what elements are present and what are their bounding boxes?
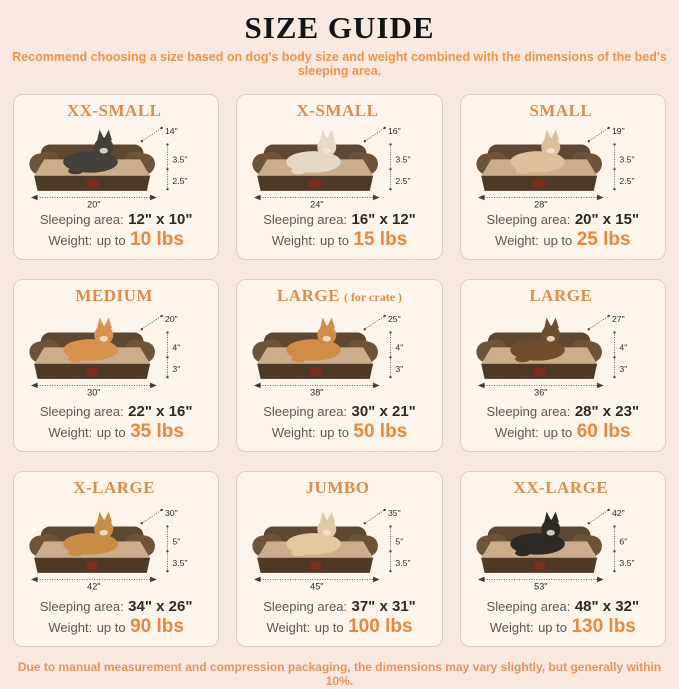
size-card-large [460, 279, 666, 452]
bed-illustration [244, 307, 434, 402]
dog-bed-image [21, 505, 211, 591]
size-title [529, 286, 596, 307]
depth-dimension-label: 25" [388, 314, 402, 325]
sleeping-area-line [40, 597, 193, 616]
size-name-suffix: ( for crate ) [343, 290, 403, 304]
depth-dimension-label: 27" [611, 314, 625, 325]
width-dimension-label: 36" [533, 387, 548, 398]
size-title [306, 478, 374, 499]
size-title [277, 286, 402, 307]
depth-dimension-label: 30" [164, 507, 178, 518]
footer-note: Due to manual measurement and compression packaging, the dimensions may vary slightly, but generally within 10%. [17, 660, 662, 688]
sleeping-area-line [487, 210, 640, 229]
bed-illustration [244, 122, 434, 210]
bolster-height-label: 5" [172, 536, 181, 547]
weight-line [272, 421, 408, 444]
bed-illustration [468, 499, 658, 597]
sleeping-area-value: 37" x 31" [351, 598, 416, 615]
width-dimension-label: 45" [310, 581, 324, 592]
sleeping-area-line [40, 402, 193, 421]
sleeping-area-value: 28" x 23" [574, 403, 640, 420]
sleeping-area-value: 34" x 26" [128, 598, 193, 615]
depth-dimension-label: 19" [611, 125, 625, 136]
bed-illustration [468, 122, 658, 210]
size-card-xx-large [460, 471, 666, 647]
bolster-height-label: 4" [619, 343, 627, 354]
cat-bed-image [21, 123, 211, 209]
dog-bed-image [21, 311, 211, 397]
size-card-xx-small [13, 94, 219, 260]
page-title: SIZE GUIDE [244, 10, 435, 45]
up-to-text: up to [96, 425, 126, 440]
depth-dimension-label: 20" [164, 314, 178, 325]
size-title [513, 478, 612, 499]
width-dimension-label: 24" [310, 199, 324, 210]
max-weight-value: 50 lbs [353, 421, 408, 442]
size-name: LARGE [529, 286, 593, 305]
sleeping-area-label: Sleeping area: [263, 404, 348, 419]
max-weight-value: 15 lbs [353, 229, 408, 250]
max-weight-value: 25 lbs [576, 229, 631, 250]
base-height-label: 3" [619, 364, 627, 375]
max-weight-value: 60 lbs [576, 421, 631, 442]
width-dimension-label: 53" [533, 581, 548, 592]
bed-image [28, 318, 157, 379]
sleeping-area-line [263, 597, 416, 616]
weight-label: Weight: [48, 233, 93, 248]
size-title [297, 101, 383, 122]
sleeping-area-line [263, 210, 416, 229]
size-name: X-LARGE [73, 478, 156, 497]
base-height-label: 3" [395, 364, 404, 375]
size-name: LARGE [276, 286, 340, 305]
size-name: JUMBO [305, 478, 370, 497]
size-name: MEDIUM [75, 286, 153, 305]
sleeping-area-label: Sleeping area: [39, 212, 124, 227]
sleeping-area-label: Sleeping area: [486, 212, 571, 227]
weight-label: Weight: [495, 233, 539, 248]
depth-dimension-label: 35" [388, 507, 402, 518]
page-subtitle: Recommend choosing a size based on dog's body size and weight combined with the dimensions of the bed's sleeping area. [12, 50, 667, 78]
bed-image [474, 318, 603, 379]
base-height-label: 3.5" [395, 558, 411, 569]
width-dimension-label: 20" [87, 199, 101, 210]
bed-illustration [244, 499, 434, 597]
bed-image [251, 130, 380, 191]
sleeping-area-label: Sleeping area: [263, 599, 348, 614]
size-grid [13, 94, 666, 647]
up-to-text: up to [538, 620, 567, 635]
sleeping-area-value: 48" x 32" [574, 598, 640, 615]
bolster-height-label: 4" [395, 343, 404, 354]
sleeping-area-value: 22" x 16" [128, 403, 193, 420]
sleeping-area-value: 12" x 10" [128, 211, 193, 228]
sleeping-area-label: Sleeping area: [486, 599, 571, 614]
bolster-height-label: 3.5" [395, 154, 411, 165]
size-card-small [460, 94, 666, 260]
max-weight-value: 100 lbs [348, 616, 413, 637]
sleeping-area-value: 30" x 21" [351, 403, 416, 420]
bolster-height-label: 5" [395, 536, 404, 547]
bed-image [474, 130, 603, 191]
sleeping-area-label: Sleeping area: [39, 404, 124, 419]
weight-line [272, 229, 408, 252]
sleeping-area-label: Sleeping area: [486, 404, 571, 419]
depth-dimension-label: 42" [611, 507, 625, 518]
size-name: SMALL [529, 101, 593, 120]
up-to-text: up to [320, 233, 349, 248]
dog-bed-image [468, 123, 658, 209]
sleeping-area-value: 20" x 15" [574, 211, 640, 228]
bed-image [474, 512, 603, 573]
size-title [529, 101, 596, 122]
bed-image [28, 130, 157, 191]
bed-illustration [21, 122, 211, 210]
max-weight-value: 90 lbs [130, 616, 184, 637]
width-dimension-label: 42" [87, 581, 101, 592]
width-dimension-label: 28" [533, 199, 548, 210]
bolster-height-label: 6" [619, 536, 627, 547]
base-height-label: 3" [172, 364, 181, 375]
sleeping-area-label: Sleeping area: [39, 599, 124, 614]
size-title [75, 286, 157, 307]
depth-dimension-label: 16" [388, 125, 402, 136]
up-to-text: up to [96, 233, 126, 248]
up-to-text: up to [543, 233, 573, 248]
sleeping-area-label: Sleeping area: [263, 212, 348, 227]
weight-label: Weight: [271, 233, 316, 248]
bed-image [251, 512, 380, 573]
weight-line [490, 616, 636, 639]
size-card-x-small [236, 94, 442, 260]
max-weight-value: 35 lbs [130, 421, 184, 442]
size-name: XX-LARGE [513, 478, 609, 497]
max-weight-value: 10 lbs [130, 229, 184, 250]
width-dimension-label: 30" [87, 387, 101, 398]
weight-label: Weight: [489, 620, 534, 635]
base-height-label: 2.5" [619, 176, 635, 187]
weight-line [495, 421, 631, 444]
weight-label: Weight: [266, 620, 311, 635]
bed-illustration [468, 307, 658, 402]
sleeping-area-value: 16" x 12" [351, 211, 416, 228]
bolster-height-label: 3.5" [619, 154, 635, 165]
up-to-text: up to [320, 425, 349, 440]
size-title [67, 101, 166, 122]
weight-label: Weight: [48, 620, 93, 635]
size-card-jumbo [236, 471, 442, 647]
bed-illustration [21, 499, 211, 597]
up-to-text: up to [96, 620, 126, 635]
size-card-x-large [13, 471, 219, 647]
depth-dimension-label: 14" [164, 125, 178, 136]
dog-bed-image [468, 505, 658, 591]
weight-line [495, 229, 631, 252]
sleeping-area-line [487, 402, 640, 421]
bolster-height-label: 4" [172, 343, 181, 354]
weight-label: Weight: [48, 425, 93, 440]
dog-bed-image [244, 505, 434, 591]
up-to-text: up to [314, 620, 344, 635]
max-weight-value: 130 lbs [571, 616, 636, 637]
weight-line [48, 616, 184, 639]
width-dimension-label: 38" [310, 387, 324, 398]
base-height-label: 3.5" [619, 558, 635, 569]
sleeping-area-line [40, 210, 193, 229]
weight-line [48, 421, 184, 444]
base-height-label: 3.5" [172, 558, 188, 569]
size-title [73, 478, 159, 499]
size-name: XX-SMALL [66, 101, 162, 120]
dog-bed-image [244, 123, 434, 209]
bed-image [251, 318, 380, 379]
weight-label: Weight: [271, 425, 316, 440]
bed-illustration [21, 307, 211, 402]
base-height-label: 2.5" [172, 176, 188, 187]
base-height-label: 2.5" [395, 176, 411, 187]
size-card-medium [13, 279, 219, 452]
bed-image [28, 512, 157, 573]
dog-bed-image [468, 311, 658, 397]
size-card-large-crate [236, 279, 442, 452]
weight-label: Weight: [495, 425, 539, 440]
bolster-height-label: 3.5" [172, 154, 188, 165]
sleeping-area-line [487, 597, 640, 616]
weight-line [266, 616, 412, 639]
sleeping-area-line [263, 402, 416, 421]
dog-bed-image [244, 311, 434, 397]
weight-line [48, 229, 184, 252]
up-to-text: up to [543, 425, 573, 440]
size-name: X-SMALL [296, 101, 379, 120]
